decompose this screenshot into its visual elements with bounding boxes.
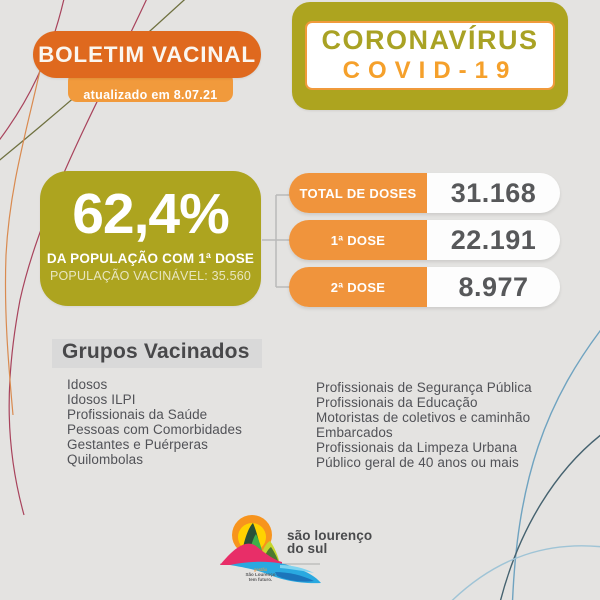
group-item: Quilombolas: [67, 452, 144, 467]
group-item: Gestantes e Puérperas: [67, 437, 208, 452]
group-item: Motoristas de coletivos e caminhão: [316, 410, 531, 425]
group-item: Público geral de 40 anos ou mais: [316, 455, 519, 470]
group-item: Idosos ILPI: [67, 392, 136, 407]
covid19-label: COVID-19: [342, 57, 518, 84]
groups-column-left: [67, 377, 242, 467]
vaccinable-population: POPULAÇÃO VACINÁVEL: 35.560: [49, 269, 252, 283]
bulletin-title-box: [33, 31, 261, 78]
bulletin-title: BOLETIM VACINAL: [38, 41, 256, 67]
group-item: Profissionais da Saúde: [67, 407, 208, 422]
city-name-line2: do sul: [287, 541, 328, 556]
updated-date-label: atualizado em 8.07.21: [83, 88, 218, 102]
group-item: Profissionais da Limpeza Urbana: [316, 440, 518, 455]
coronavirus-label: CORONAVÍRUS: [321, 25, 539, 55]
group-item: Embarcados: [316, 425, 393, 440]
covid-banner: [292, 2, 568, 110]
connector-bracket: [262, 195, 290, 287]
caption-gestao: gestão: [253, 567, 268, 572]
dose-summary: [289, 173, 560, 314]
dose-label: TOTAL DE DOSES: [289, 173, 427, 213]
group-item: Idosos: [67, 377, 108, 392]
dose-label: 1ª DOSE: [289, 220, 427, 260]
group-item: Profissionais de Segurança Pública: [316, 380, 532, 395]
first-dose-percentage-box: [40, 171, 261, 306]
groups-column-right: [316, 380, 532, 470]
dose-value: 31.168: [427, 173, 560, 213]
dose-label: 2ª DOSE: [289, 267, 427, 307]
groups-title: Grupos Vacinados: [52, 339, 262, 368]
dose-value: 8.977: [427, 267, 560, 307]
caption-line3: tem futuro.: [248, 576, 273, 582]
caption-line2: São Lourenço: [245, 571, 276, 577]
covid-banner-inner: [305, 21, 555, 90]
percent-value: 62,4%: [72, 182, 229, 246]
city-logo: [215, 505, 390, 593]
dose-value: 22.191: [427, 220, 560, 260]
city-name-line1: são lourenço: [287, 528, 373, 543]
city-name: [287, 529, 372, 555]
dose-row-total: [289, 173, 560, 213]
dose-row-second: [289, 267, 560, 307]
percent-caption: DA POPULAÇÃO COM 1ª DOSE: [46, 251, 255, 266]
group-item: Profissionais da Educação: [316, 395, 478, 410]
dose-row-first: [289, 220, 560, 260]
group-item: Pessoas com Comorbidades: [67, 422, 242, 437]
city-logo-caption: [233, 568, 288, 583]
